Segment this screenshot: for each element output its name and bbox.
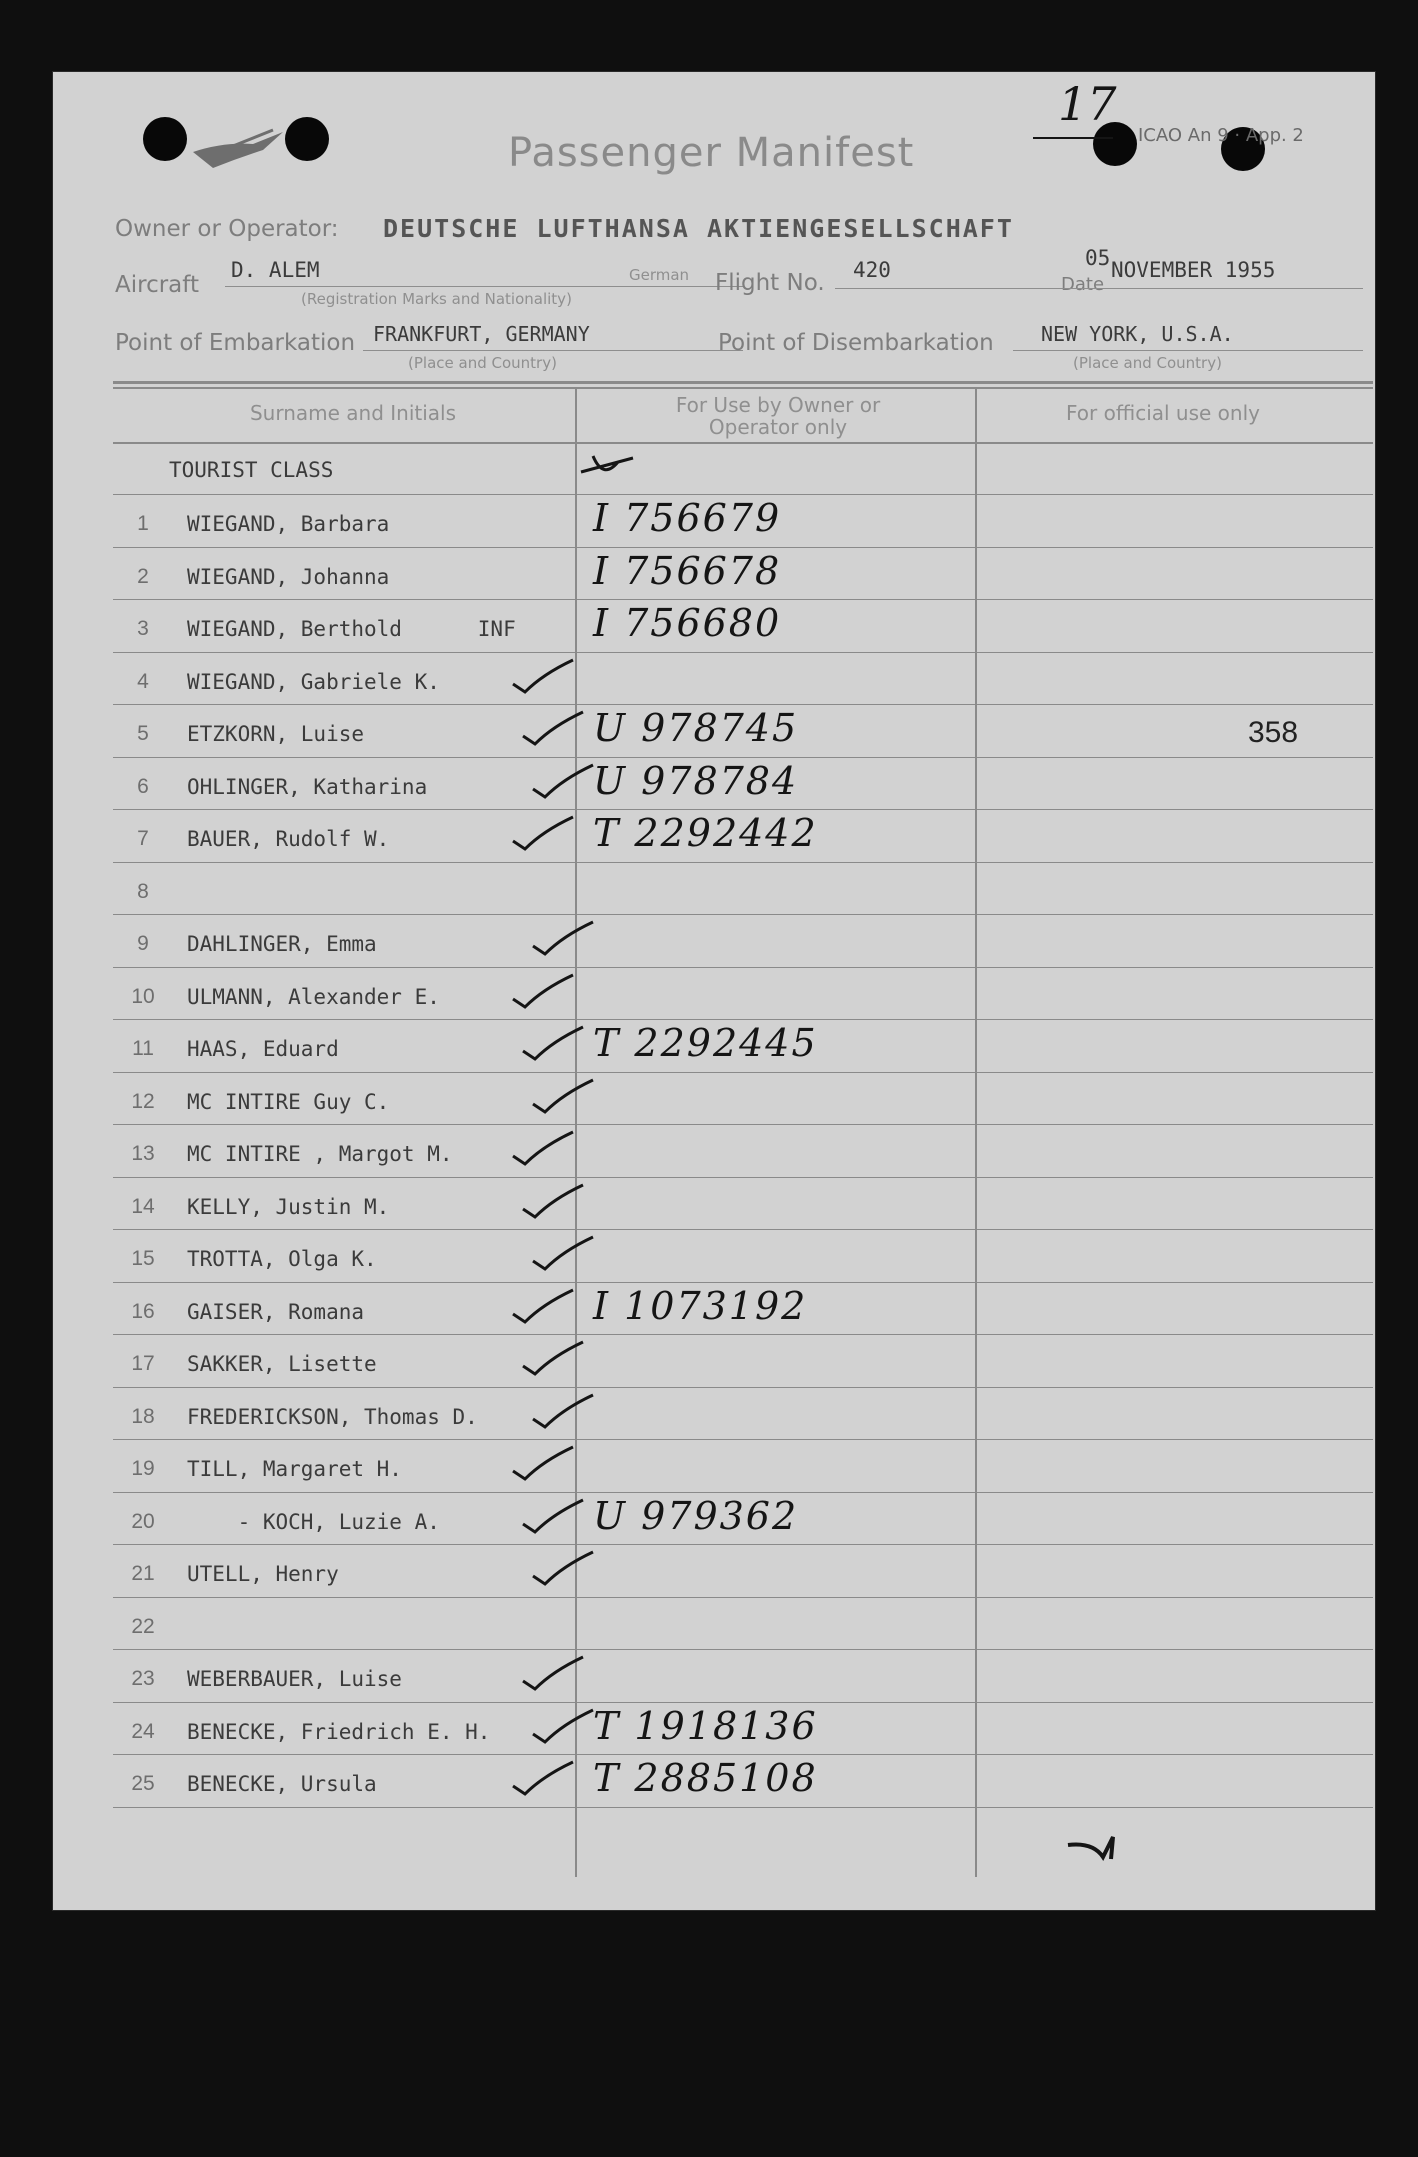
- checkmark-icon: [513, 1227, 603, 1277]
- passenger-name: FREDERICKSON, Thomas D.: [187, 1404, 478, 1429]
- checkmark-icon: [493, 965, 583, 1015]
- flight-value: 420: [853, 258, 891, 282]
- checkmark-icon: [503, 1017, 593, 1067]
- checkmark-icon: [513, 1542, 603, 1592]
- disembarkation-underline: [1013, 350, 1363, 351]
- row-number: 16: [131, 1299, 155, 1323]
- passport-number: I 756678: [593, 548, 782, 593]
- table-row: [53, 1282, 1375, 1334]
- passport-number: T 2885108: [593, 1756, 818, 1800]
- row-number: 21: [131, 1562, 155, 1585]
- row-number: 11: [132, 1037, 154, 1060]
- passport-number: U 979362: [593, 1493, 799, 1538]
- punch-hole: [143, 117, 187, 161]
- row-number: 12: [131, 1089, 155, 1113]
- aircraft-label: Aircraft: [115, 272, 199, 298]
- checkmark-icon: [513, 1700, 603, 1750]
- checkmark-icon: [503, 1647, 593, 1697]
- passenger-name: UTELL, Henry: [187, 1562, 339, 1586]
- column-header-names: Surname and Initials: [249, 401, 457, 425]
- row-number: 22: [131, 1614, 155, 1638]
- row-number: 20: [131, 1509, 155, 1533]
- table-row: [53, 757, 1375, 809]
- section-label: TOURIST CLASS: [169, 458, 334, 482]
- row-number: 9: [137, 932, 149, 955]
- aircraft-caption: (Registration Marks and Nationality): [301, 290, 572, 308]
- aircraft-value: D. ALEM: [231, 258, 320, 282]
- passenger-name: WIEGAND, Gabriele K.: [187, 669, 440, 694]
- passenger-name: TROTTA, Olga K.: [187, 1247, 377, 1271]
- table-row: [53, 914, 1375, 966]
- table-row: [53, 547, 1375, 599]
- disembarkation-caption: (Place and Country): [1073, 354, 1222, 372]
- date-label: Date: [1061, 274, 1105, 295]
- table-row: [53, 1124, 1375, 1176]
- row-number: 8: [137, 879, 149, 903]
- embarkation-value: FRANKFURT, GERMANY: [373, 322, 590, 346]
- table-row: [53, 1387, 1375, 1439]
- column-header-owner-use: For Use by Owner or Operator only: [675, 393, 881, 439]
- passenger-name: WIEGAND, Berthold INF: [187, 617, 516, 641]
- row-number: 24: [131, 1719, 155, 1743]
- table-row: [53, 599, 1375, 651]
- passport-number: I 1073192: [593, 1283, 808, 1328]
- table-header-rule: [113, 442, 1373, 444]
- embarkation-underline: [363, 350, 743, 351]
- embarkation-caption: (Place and Country): [408, 354, 557, 372]
- table-row: [53, 1229, 1375, 1281]
- table-top-rule: [113, 381, 1373, 384]
- row-number: 15: [131, 1247, 155, 1270]
- table-row: [53, 1597, 1375, 1649]
- checkmark-icon: [513, 1070, 603, 1120]
- official-entry: 358: [1248, 716, 1299, 749]
- passenger-name: BENECKE, Friedrich E. H.: [187, 1719, 491, 1744]
- checkmark-icon: [513, 1385, 603, 1435]
- row-number: 3: [137, 617, 149, 640]
- table-row: [53, 967, 1375, 1019]
- passenger-name: DAHLINGER, Emma: [187, 932, 377, 956]
- flight-label: Flight No.: [715, 270, 825, 296]
- passport-number: U 978745: [593, 706, 799, 750]
- row-number: 10: [131, 984, 155, 1008]
- table-row: [53, 652, 1375, 704]
- table-row: [53, 494, 1375, 546]
- table-row: [53, 1544, 1375, 1596]
- disembarkation-label: Point of Disembarkation: [718, 330, 994, 356]
- row-number: 2: [137, 564, 149, 588]
- table-row: [53, 1072, 1375, 1124]
- passenger-name: ETZKORN, Luise: [187, 722, 365, 746]
- table-row: [53, 809, 1375, 861]
- table-row: [53, 1754, 1375, 1806]
- handwritten-mark-icon: [573, 450, 643, 490]
- table-row: [53, 1649, 1375, 1701]
- row-number: 13: [131, 1142, 155, 1165]
- passenger-name: BAUER, Rudolf W.: [187, 827, 390, 851]
- table-top-rule: [113, 387, 1373, 389]
- row-number: 17: [131, 1352, 155, 1375]
- manifest-page: [53, 72, 1375, 1910]
- passenger-name: HAAS, Eduard: [187, 1037, 339, 1061]
- owner-value: DEUTSCHE LUFTHANSA AKTIENGESELLSCHAFT: [383, 214, 1014, 243]
- checkmark-icon: [493, 807, 583, 857]
- table-row: [53, 704, 1375, 756]
- checkmark-icon: [503, 1175, 593, 1225]
- table-row: [53, 1702, 1375, 1754]
- page-title: Passenger Manifest: [508, 130, 915, 176]
- passport-number: U 978784: [593, 758, 799, 803]
- row-number: 6: [137, 774, 149, 798]
- aircraft-nationality: German: [629, 266, 690, 284]
- table-row: [53, 1019, 1375, 1071]
- passport-number: T 1918136: [593, 1703, 818, 1748]
- passport-number: I 756679: [593, 496, 782, 540]
- passenger-name: WIEGAND, Barbara: [187, 512, 390, 536]
- crane-logo-icon: [183, 122, 293, 172]
- handwritten-mark-icon: [1063, 1827, 1123, 1867]
- passenger-name: SAKKER, Lisette: [187, 1352, 377, 1376]
- checkmark-icon: [503, 702, 593, 752]
- ref-number: 17: [1058, 77, 1117, 131]
- passenger-name: - KOCH, Luzie A.: [187, 1509, 440, 1534]
- passport-number: I 756680: [593, 601, 782, 645]
- passenger-name: ULMANN, Alexander E.: [187, 984, 440, 1009]
- passenger-name: GAISER, Romana: [187, 1299, 365, 1324]
- row-number: 14: [131, 1194, 155, 1218]
- row-number: 25: [131, 1772, 155, 1795]
- passport-number: T 2292442: [593, 811, 818, 855]
- row-number: 23: [131, 1667, 155, 1690]
- passenger-name: WEBERBAUER, Luise: [187, 1667, 402, 1691]
- checkmark-icon: [493, 1122, 583, 1172]
- icao-reference: ICAO An 9 · App. 2: [1138, 125, 1304, 146]
- passenger-name: OHLINGER, Katharina: [187, 774, 428, 799]
- checkmark-icon: [503, 1332, 593, 1382]
- row-number: 5: [137, 722, 149, 745]
- checkmark-icon: [503, 1490, 593, 1540]
- checkmark-icon: [513, 755, 603, 805]
- passenger-name: KELLY, Justin M.: [187, 1194, 390, 1219]
- row-number: 19: [131, 1457, 155, 1480]
- checkmark-icon: [493, 1280, 583, 1330]
- date-value: NOVEMBER 1955: [1111, 258, 1276, 282]
- table-row: [53, 1334, 1375, 1386]
- checkmark-icon: [493, 1437, 583, 1487]
- row-number: 1: [137, 512, 149, 535]
- passenger-name: WIEGAND, Johanna: [187, 564, 390, 589]
- row-number: 4: [137, 669, 149, 693]
- date-day: 05: [1085, 246, 1111, 270]
- table-row: [53, 1492, 1375, 1544]
- disembarkation-value: NEW YORK, U.S.A.: [1041, 322, 1234, 346]
- checkmark-icon: [493, 1752, 583, 1802]
- checkmark-icon: [513, 912, 603, 962]
- passport-number: T 2292445: [593, 1021, 818, 1065]
- row-rule: [113, 1807, 1373, 1808]
- embarkation-label: Point of Embarkation: [115, 330, 356, 356]
- passenger-name: MC INTIRE Guy C.: [187, 1089, 390, 1114]
- row-number: 7: [137, 827, 149, 850]
- passenger-name: MC INTIRE , Margot M.: [187, 1142, 453, 1166]
- checkmark-icon: [493, 650, 583, 700]
- passenger-name: TILL, Margaret H.: [187, 1457, 402, 1481]
- table-row: [53, 862, 1375, 914]
- passenger-name: BENECKE, Ursula: [187, 1772, 377, 1796]
- table-row: [53, 1177, 1375, 1229]
- date-underline: [1061, 288, 1363, 289]
- ref-underline: [1033, 137, 1113, 139]
- row-number: 18: [131, 1404, 155, 1428]
- table-row: [53, 1439, 1375, 1491]
- owner-label: Owner or Operator:: [115, 216, 339, 242]
- aircraft-underline: [225, 286, 743, 287]
- column-header-official: For official use only: [1066, 401, 1260, 425]
